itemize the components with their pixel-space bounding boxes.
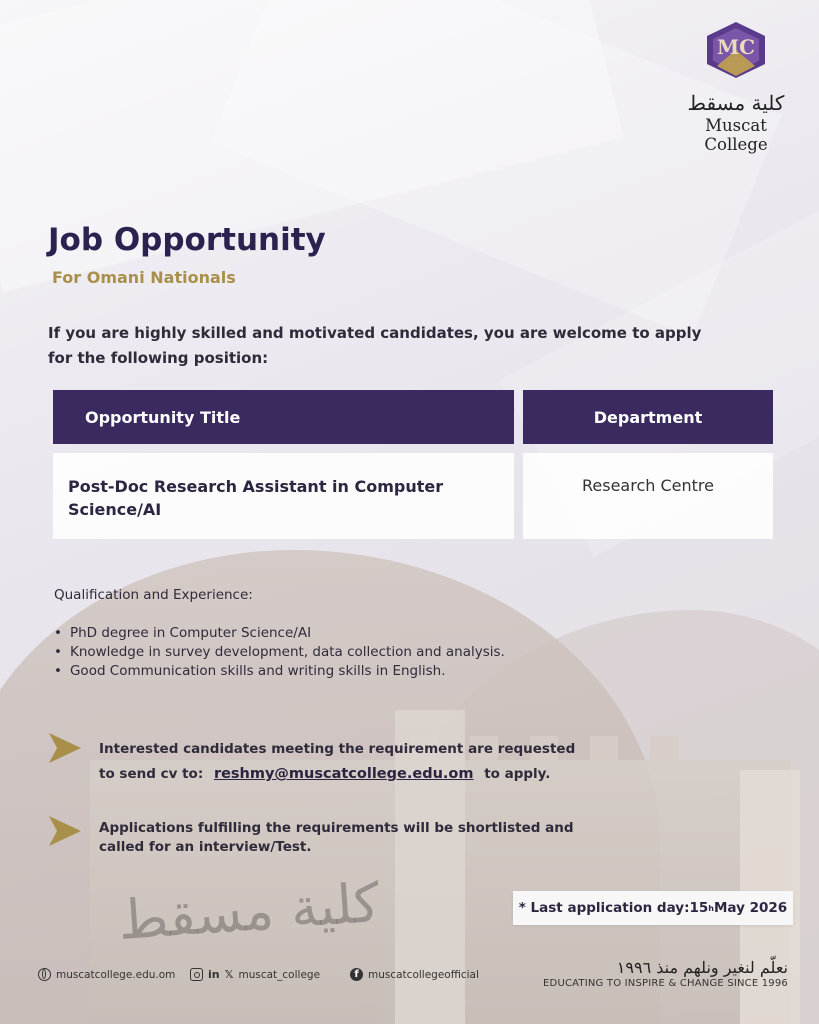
- college-slogan: [533, 958, 788, 989]
- instagram-icon[interactable]: [190, 968, 203, 981]
- building-sign-lettering: كلية مسقط: [116, 870, 382, 953]
- arrow-right-icon: [47, 814, 83, 848]
- deadline-date: May 2026: [713, 900, 788, 916]
- footer-facebook[interactable]: [350, 968, 479, 981]
- table-cell-department: Research Centre: [523, 453, 773, 539]
- table-header-department: Department: [523, 390, 773, 444]
- website-link[interactable]: muscatcollege.edu.om: [56, 968, 176, 981]
- social-handle[interactable]: muscat_college: [238, 968, 321, 981]
- x-icon[interactable]: 𝕏: [224, 968, 234, 981]
- list-item: • PhD degree in Computer Science/AI: [54, 624, 505, 643]
- globe-icon: [38, 968, 51, 981]
- logo-english-name: Muscat College: [704, 116, 768, 154]
- footer: [0, 958, 819, 998]
- deadline-ordinal: h: [708, 903, 714, 913]
- page-title: Job Opportunity: [48, 222, 326, 258]
- page-subtitle: For Omani Nationals: [52, 268, 236, 287]
- arrow-right-icon: [47, 731, 83, 765]
- linkedin-icon[interactable]: in: [208, 968, 220, 981]
- list-item: • Knowledge in survey development, data collection and analysis.: [54, 643, 505, 662]
- college-logo: [672, 20, 800, 154]
- qualifications-list: [54, 624, 505, 681]
- apply-line-2-prefix: to send cv to:: [99, 766, 204, 782]
- apply-line-2-suffix: to apply.: [484, 766, 551, 782]
- apply-instructions: [99, 737, 579, 787]
- list-item: • Good Communication skills and writing skills in English.: [54, 662, 505, 681]
- apply-line-1: Interested candidates meeting the requirement are requested: [99, 741, 576, 757]
- footer-social: [190, 968, 320, 981]
- table-header-title: Opportunity Title: [53, 390, 514, 444]
- email-link[interactable]: reshmy@muscatcollege.edu.om: [213, 766, 474, 782]
- facebook-handle[interactable]: muscatcollegeofficial: [368, 968, 479, 981]
- logo-arabic-name: كلية مسقط: [687, 91, 785, 115]
- deadline-badge: [513, 891, 793, 925]
- deadline-prefix: * Last application day:15: [518, 900, 709, 916]
- college-emblem-icon: [703, 20, 769, 82]
- qualifications-heading: Qualification and Experience:: [54, 587, 253, 603]
- slogan-english: EDUCATING TO INSPIRE & CHANGE SINCE 1996: [543, 978, 788, 989]
- footer-website[interactable]: [38, 968, 175, 981]
- slogan-arabic: نعلّم لنغير ونلهم منذ ١٩٩٦: [616, 958, 788, 977]
- svg-text:MC: MC: [716, 35, 756, 59]
- shortlist-notice: Applications fulfilling the requirements will be shortlisted and called for an interview/Test.: [99, 820, 574, 855]
- facebook-icon: f: [350, 968, 363, 981]
- table-cell-position: Post-Doc Research Assistant in Computer Science/AI: [53, 453, 514, 539]
- intro-text: If you are highly skilled and motivated candidates, you are welcome to apply for the following position:: [48, 324, 702, 367]
